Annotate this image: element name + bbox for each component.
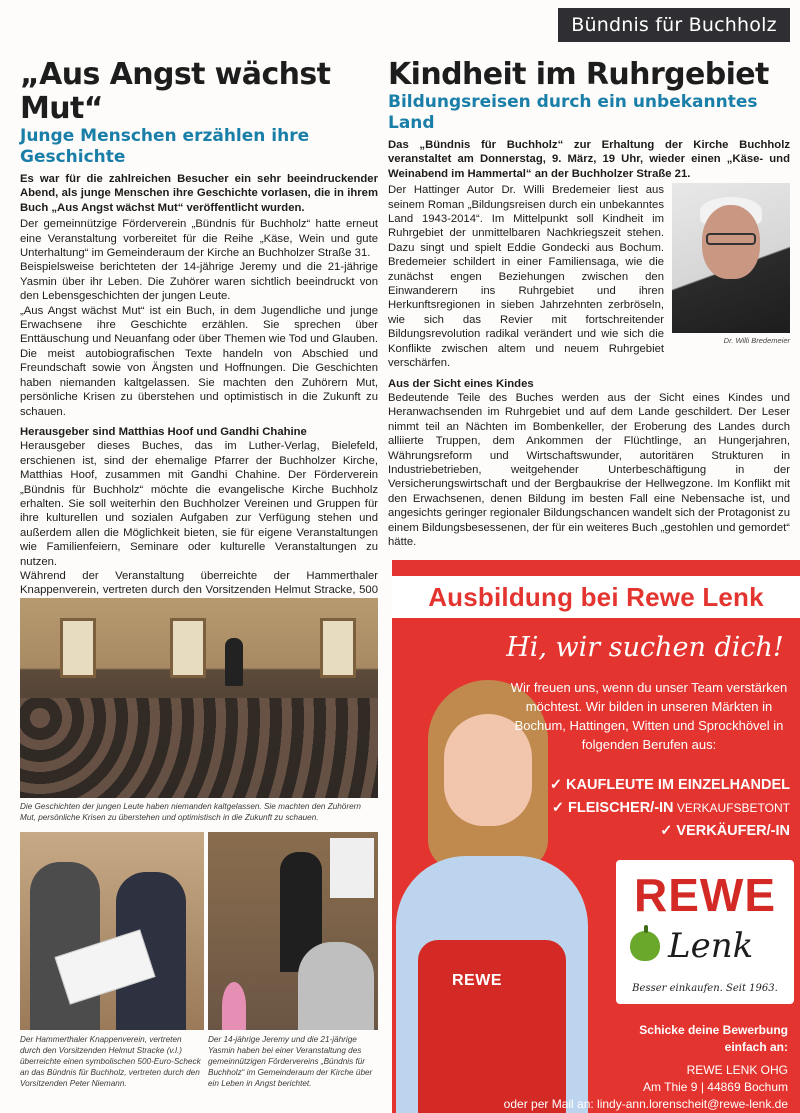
young-readers-photo [208, 832, 378, 1030]
right-article-section-head: Aus der Sicht eines Kindes [388, 377, 534, 390]
author-portrait-box [672, 183, 790, 370]
contact-email[interactable]: oder per Mail an: lindy-ann.lorenscheit@rewe-lenk.de [503, 1097, 788, 1111]
ad-job-item: ✓ KAUFLEUTE IM EINZELHANDEL [549, 777, 790, 793]
left-article [20, 58, 378, 641]
left-article-paragraph: Beispielsweise berichteten der 14-jährige Jeremy und die 21-jährige Yasmin über ihr Leben. Die Zuhörer waren sichtlich beeindruckt von den Lebensgeschichten der jungen Leute. [20, 261, 378, 303]
section-header-band [558, 8, 790, 42]
right-article-body: Der Hattinger Autor Dr. Willi Bredemeier liest aus seinem Roman „Bildungsreisen durch ein unbekanntes Land 1943-2014“. Im Mittelpunkt soll Kindheit im Ruhrgebiet der unmittelbaren Nachkriegszeit stehen. Dazu singt und spielt Eddie Gondecki aus Bochum. Bredemeier schildert in einer Familiensaga, wie die zunächst engen Beziehungen zwischen den Einwanderern ins Ruhrgebiet und ihren Herkunftsregionen in sieben Jahrzehnten zerbröseln, wie sich das Revier mit fortschreitender Bildungsrevolution radikal verändert und wie sich die Konflikte zwischen altem und neuem Ruhrgebiet verschärfen. [388, 184, 664, 370]
glasses-icon [706, 233, 756, 245]
company-address: Am Thie 9 | 44869 Bochum [643, 1080, 788, 1094]
ad-title-band [392, 576, 800, 618]
ad-job-list [502, 774, 790, 843]
left-article-title: „Aus Angst wächst Mut“ [20, 57, 331, 126]
right-article-title: Kindheit im Ruhrgebiet [388, 57, 769, 92]
ad-job-item: ✓ FLEISCHER/-IN VERKAUFSBETONT [551, 800, 790, 816]
logo-lenk-text: Lenk [668, 926, 754, 966]
right-article-subtitle: Bildungsreisen durch ein unbekanntes Land [388, 92, 758, 133]
section-header-label: Bündnis für Buchholz [571, 14, 777, 36]
right-article-section-body: Bedeutende Teile des Buches werden aus der Sicht eines Kindes und Heranwachsenden im Ruhrgebiet und auf dem Lande geschildert. Der Leser nimmt teil an Nächten im Bombenkeller, der Eroberung des Landes durch alliierte Truppen, dem Ankommen der Flüchtlinge, an Hungerjahren, Währungsreform und Wirtschaftswunder, autoritären Strukturen in Industriebetrieben, weitgehender Unterbeschäftigung in der Versicherungswirtschaft und der Bergbaukrise der Hellwegzone. Im Konflikt mit den Erwachsenen, denen Bildung im besten Fall eine Nebensache ist, und angesichts geringer regionaler Bildungschancen wandelt sich der Protagonist zu einem Bildungsbesessenen, der für ein weiteres Buch „gestohlen und gemordet“ hätte. [388, 391, 790, 548]
left-article-paragraph: Der gemeinnützige Förderverein „Bündnis für Buchholz“ hatte erneut eine Veranstaltung vorbereitet für die Reihe „Käse, Wein und gute Unterhaltung“ im Gemeinderaum der Kirche an Buchholzer Straße 31. [20, 218, 378, 260]
company-name: REWE LENK OHG [686, 1063, 788, 1077]
rewe-lenk-logo [616, 860, 794, 1004]
ad-contact-block [488, 1022, 788, 1113]
left-article-lead: Es war für die zahlreichen Besucher ein sehr beeindruckender Abend, als junge Menschen ihre Geschichte vorlasen, die in ihrem Buch „Aus Angst wächst Mut“ veröffentlicht wurden. [20, 173, 378, 214]
speaker-figure [225, 638, 243, 686]
left-article-section-head: Herausgeber sind Matthias Hoof und Gandhi Chahine [20, 425, 307, 438]
contact-heading: Schicke deine Bewerbung [639, 1023, 788, 1037]
logo-tagline: Besser einkaufen. Seit 1963. [632, 983, 778, 994]
left-article-section-paragraph: Während der Veranstaltung überreichte der Hammerthaler Knappenverein, vertreten durch den Vorsitzenden Helmut Stracke, 500 [20, 569, 378, 597]
ad-intro: Wir freuen uns, wenn du unser Team verstärken möchtest. Wir bilden in unseren Märkten in Bochum, Hattingen, Witten und Sprockhövel in folgenden Berufen aus: [510, 680, 788, 752]
apron-label: REWE [452, 972, 502, 989]
logo-rewe-text: REWE [634, 869, 776, 921]
ad-slogan: Hi, wir suchen dich! [506, 632, 784, 663]
contact-heading: einfach an: [724, 1040, 788, 1054]
audience-crowd [20, 698, 378, 798]
left-article-subtitle: Junge Menschen erzählen ihre Geschichte [20, 126, 310, 167]
check-handover-photo [20, 832, 204, 1030]
apple-icon [630, 931, 660, 961]
ad-job-item: ✓ VERKÄUFER/-IN [660, 823, 790, 839]
rewe-lenk-advertisement [392, 560, 800, 1113]
left-article-paragraph: „Aus Angst wächst Mut“ ist ein Buch, in dem Jugendliche und junge Erwachsene ihre Geschichte erzählen. Sie sprechen über Enttäuschung und Neuanfang oder über Themen wie Tod und Glauben. Die meist autobiografischen Texte handeln von Abschied und Freundschaft sowie von Ängsten und Hoffnungen. Die Geschichten haben niemanden kaltgelassen. Sie machten den Zuhörern Mut, persönliche Krisen zu überstehen und optimistisch in die Zukunft zu schauen. [20, 304, 378, 418]
event-audience-photo [20, 598, 378, 798]
event-photo-caption: Die Geschichten der jungen Leute haben niemanden kaltgelassen. Sie machten den Zuhörern Mut, persönliche Krisen zu überstehen und optimistisch in die Zukunft zu schauen. [20, 802, 361, 822]
author-portrait-caption: Dr. Willi Bredemeier [723, 336, 790, 346]
author-portrait [672, 183, 790, 333]
handover-photo-caption: Der Hammerthaler Knappenverein, vertreten durch den Vorsitzenden Helmut Stracke (v.l.) überreichte einen symbolischen 500-Euro-Scheck an das Bündnis für Buchholz, vertreten durch den Vorsitzenden Peter Niemann. [20, 1035, 201, 1088]
left-article-body [20, 217, 378, 419]
readers-photo-caption: Der 14-jährige Jeremy und die 21-jährige Yasmin haben bei einer Veranstaltung des gemeinnützigen Fördervereins „Bündnis für Buchholz“ im Gemeinderaum der Kirche über ein Leben in Angst berichtet. [208, 1035, 373, 1088]
ad-title: Ausbildung bei Rewe Lenk [428, 581, 764, 612]
left-article-section-paragraph: Herausgeber dieses Buches, das im Luther-Verlag, Bielefeld, erschienen ist, sind der ehemalige Pfarrer der Buchholzer Kirche, Matthias Hoof, zusammen mit Gandhi Chahine. Der Förderverein „Bündnis für Buchholz“ möchte die evangelische Kirche Buchholz erhalten. Sie soll weiterhin den Buchholzer Vereinen und Gruppen für ihre kulturellen und sozialen Aufgaben zur Verfügung stehen und außerdem allen die Möglichkeit bieten, sie für eigene Veranstaltungen wie Familienfeiern, Seminare oder kulturelle Veranstaltungen zu nutzen. [20, 440, 378, 568]
right-article [388, 58, 790, 549]
right-article-lead: Das „Bündnis für Buchholz“ zur Erhaltung der Kirche Buchholz veranstaltet am Donnerstag, 9. März, 19 Uhr, wieder einen „Käse- und Weinabend im Hammertal“ an der Buchholzer Straße 21. [388, 139, 790, 180]
